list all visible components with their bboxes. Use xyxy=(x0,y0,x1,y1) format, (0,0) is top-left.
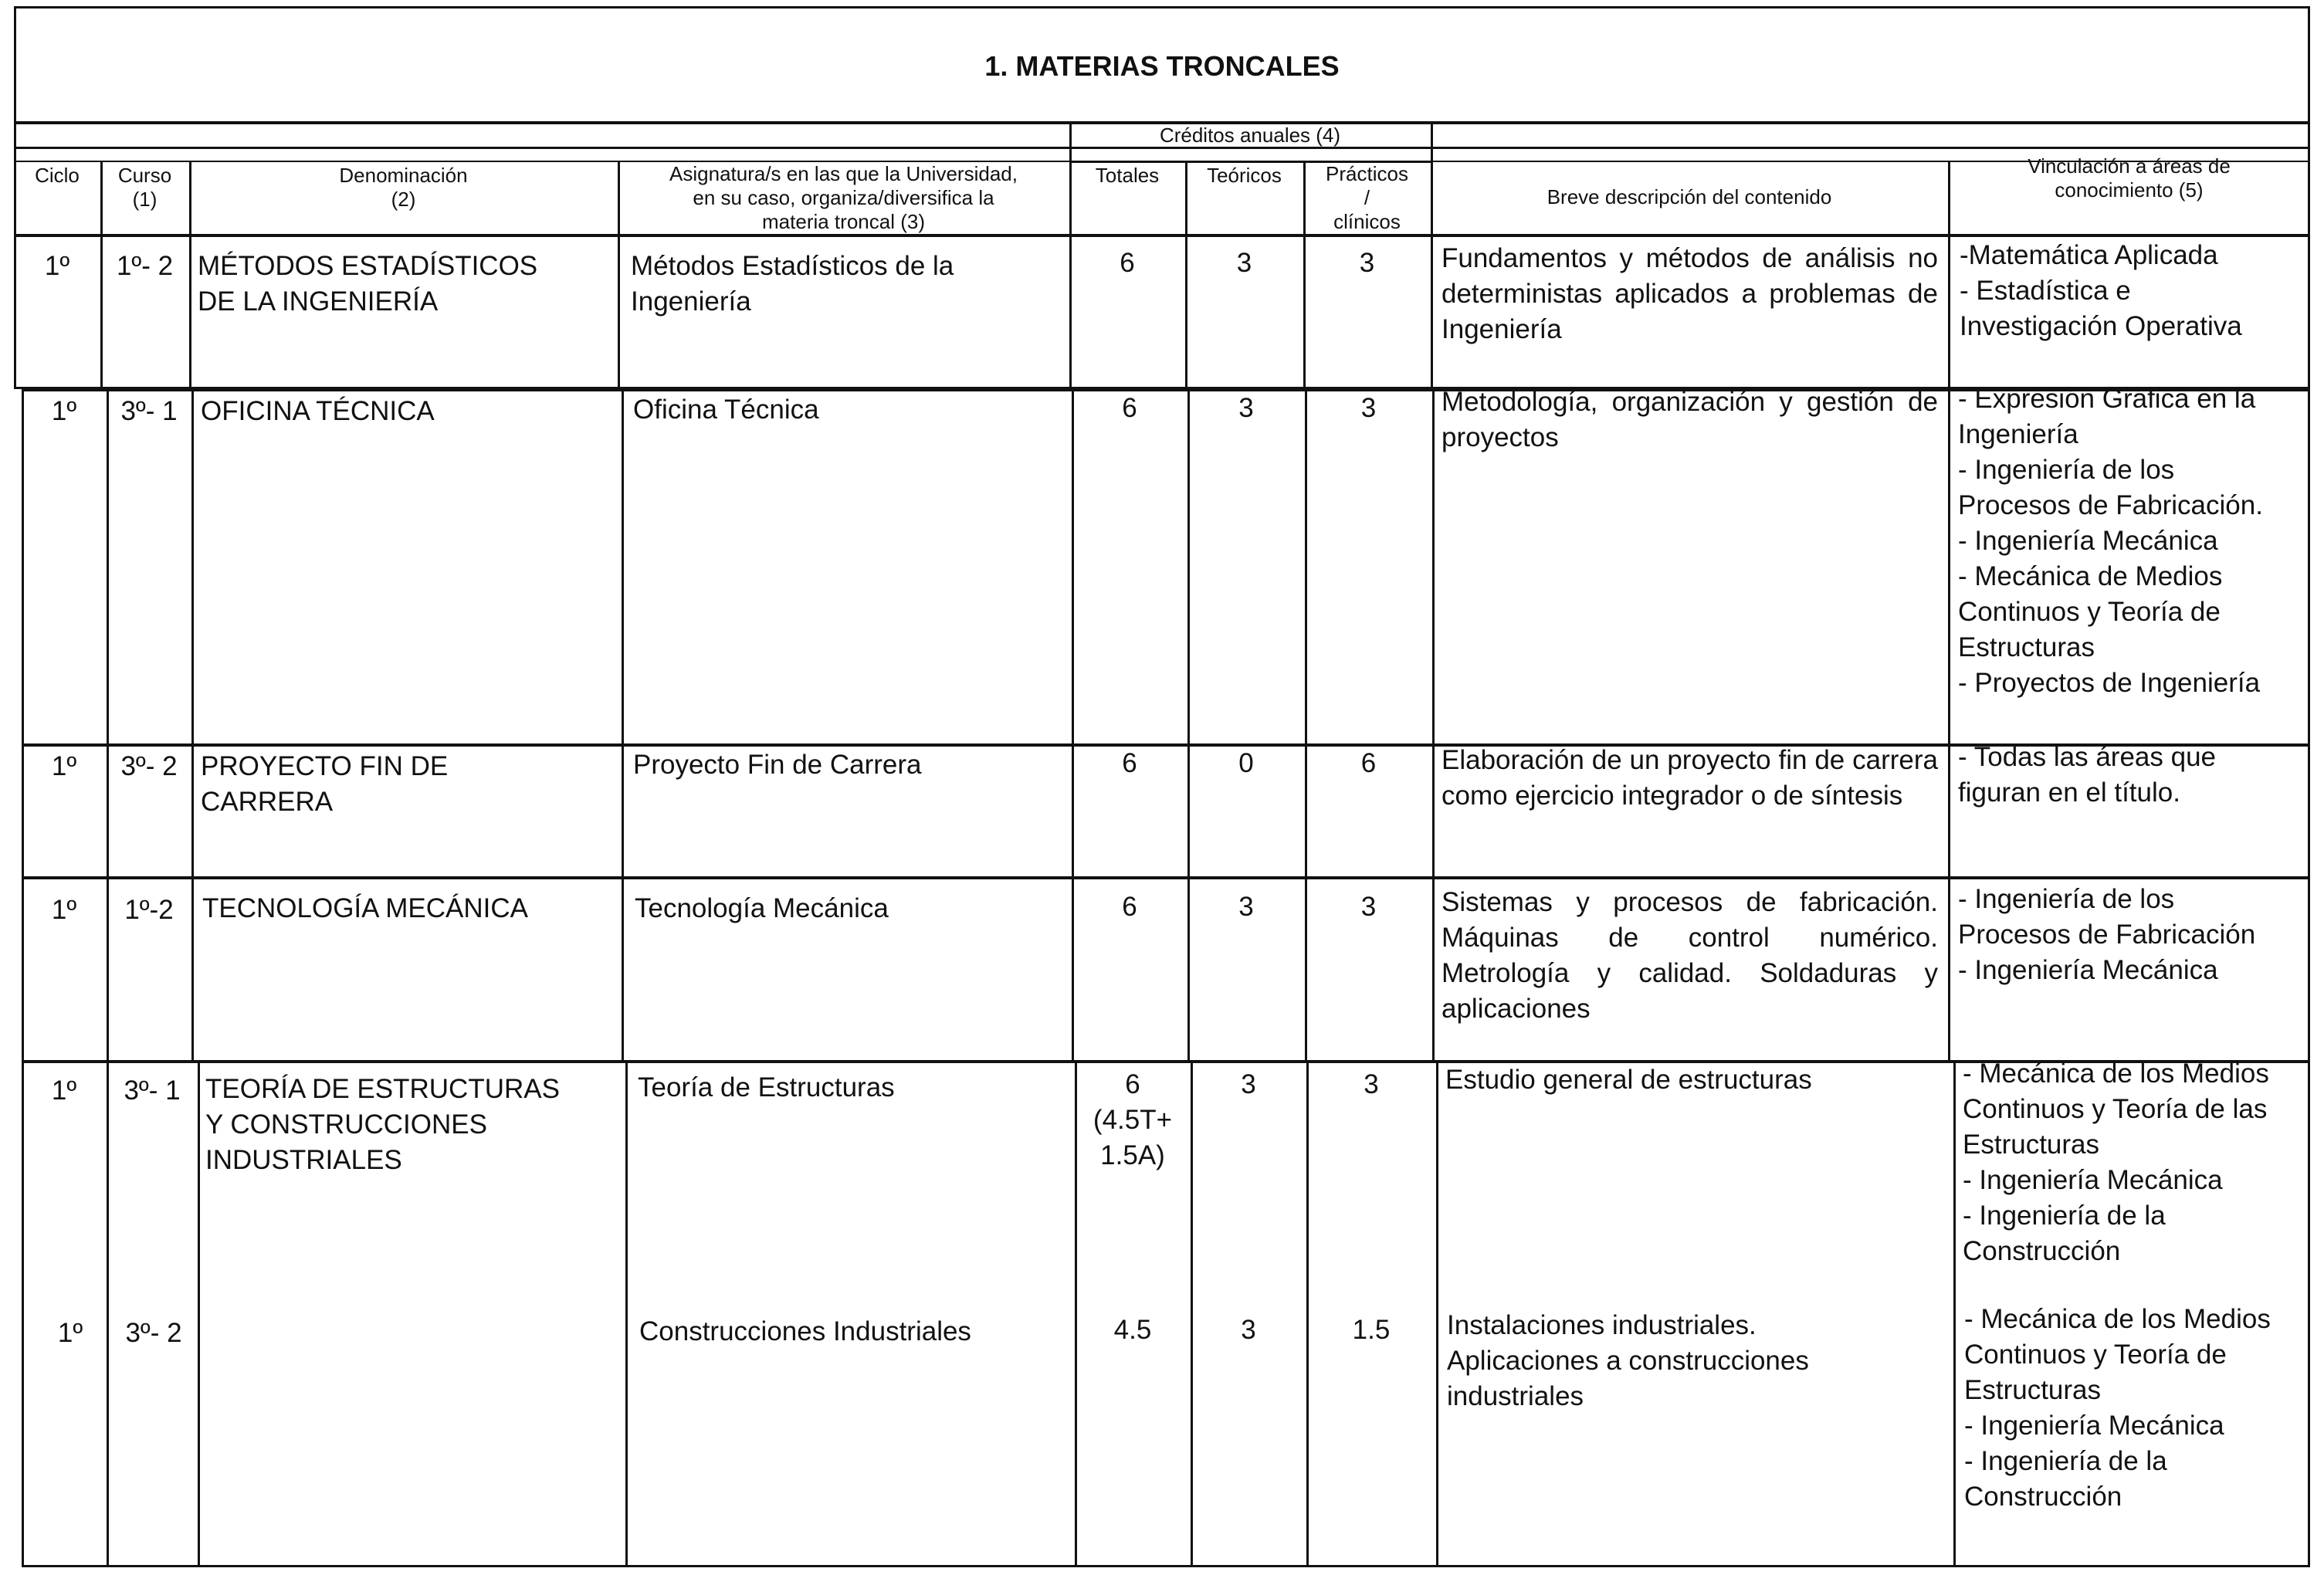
row-5-asignatura: Teoría de Estructuras xyxy=(638,1072,895,1102)
row-4-ciclo: 1º xyxy=(51,895,77,925)
row-1-asignatura: Métodos Estadísticos de la Ingeniería xyxy=(631,251,954,317)
row-1-ciclo: 1º xyxy=(44,251,70,281)
row-6-teoricos: 3 xyxy=(1241,1315,1256,1345)
header-denominacion: Denominación (2) xyxy=(339,164,468,212)
row-5-line xyxy=(1953,1061,1956,1567)
row-2-vinculacion: - Expresión Gráfica en la Ingeniería - Ingeniería de los Procesos de Fabricación. - Ingeniería Mecánica - Mecánica de Medios Continuos y Teoría de Estructuras - Proyectos de Ingeniería xyxy=(1958,384,2263,698)
row-3-totales: 6 xyxy=(1122,748,1137,778)
row-5-totales: 6 (4.5T+ 1.5A) xyxy=(1093,1069,1173,1170)
hdr-line-7 xyxy=(1431,122,1433,236)
row-2-line xyxy=(1305,389,1307,746)
row-4-descripcion: Sistemas y procesos de fabricación. Máquinas de control numérico. Metrología y calidad. Soldaduras y aplicaciones xyxy=(1441,887,1938,1024)
row-4-asignatura: Tecnología Mecánica xyxy=(635,893,889,923)
row-2-practicos: 3 xyxy=(1360,393,1377,423)
row-4-teoricos: 3 xyxy=(1238,892,1254,922)
row-1-totales: 6 xyxy=(1120,248,1135,278)
row-3-teoricos: 0 xyxy=(1238,748,1254,778)
row-1-line xyxy=(1948,235,1950,389)
row-2-totales: 6 xyxy=(1122,393,1137,423)
row-1-line xyxy=(189,235,191,389)
row-2-curso: 3º- 1 xyxy=(120,396,178,426)
row-5-practicos: 3 xyxy=(1364,1069,1379,1099)
row-4-denominacion: TECNOLOGÍA MECÁNICA xyxy=(202,893,529,923)
row-6-asignatura: Construcciones Industriales xyxy=(639,1316,971,1346)
row-1-practicos: 3 xyxy=(1359,248,1375,278)
row-1-teoricos: 3 xyxy=(1236,248,1252,278)
row-3-denominacion: PROYECTO FIN DE CARRERA xyxy=(201,751,449,817)
row-4-totales: 6 xyxy=(1122,892,1137,922)
row-3-descripcion: Elaboración de un proyecto fin de carrera como ejercicio integrador o de síntesis xyxy=(1441,745,1938,811)
row-3-curso: 3º- 2 xyxy=(120,751,178,781)
row-3-line xyxy=(1948,744,1950,879)
row-3-practicos: 6 xyxy=(1360,748,1377,778)
row-3-vinculacion: - Todas las áreas que figuran en el título. xyxy=(1958,742,2217,808)
row-2-line xyxy=(1948,389,1950,746)
row-2-asignatura: Oficina Técnica xyxy=(633,395,819,425)
row-1-denominacion: MÉTODOS ESTADÍSTICOS DE LA INGENIERÍA xyxy=(198,251,538,317)
row-5-line xyxy=(107,1061,109,1567)
row-2-line xyxy=(191,389,194,746)
page-title: 1. MATERIAS TRONCALES xyxy=(984,50,1340,82)
row-4-curso: 1º-2 xyxy=(124,895,174,925)
row-1-descripcion: Fundamentos y métodos de análisis no deterministas aplicados a problemas de Ingeniería xyxy=(1441,243,1938,344)
row-2-ciclo: 1º xyxy=(51,396,77,426)
header-creditos-anuales: Créditos anuales (4) xyxy=(1159,124,1341,147)
row-5-line xyxy=(198,1061,200,1567)
row-3-line xyxy=(191,744,194,879)
header-asignatura: Asignatura/s en las que la Universidad, en su caso, organiza/diversifica la materia troncal (3) xyxy=(669,162,1018,234)
row-6-descripcion: Instalaciones industriales. Aplicaciones a construcciones industriales xyxy=(1447,1310,1809,1411)
row-4-line xyxy=(1432,877,1435,1062)
header-curso: Curso (1) xyxy=(117,164,172,212)
row-5-descripcion: Estudio general de estructuras xyxy=(1445,1065,1812,1095)
row-6-practicos: 1.5 xyxy=(1352,1315,1391,1345)
row-2-line xyxy=(1187,389,1190,746)
row-1-vinculacion: -Matemática Aplicada - Estadística e Investigación Operativa xyxy=(1960,240,2242,341)
row-2-denominacion: OFICINA TÉCNICA xyxy=(201,396,435,426)
row-4-vinculacion: - Ingeniería de los Procesos de Fabricación - Ingeniería Mecánica xyxy=(1958,884,2256,985)
header-descripcion: Breve descripción del contenido xyxy=(1547,185,1832,208)
row-6-vinculacion: - Mecánica de los Medios Continuos y Teoría de Estructuras - Ingeniería Mecánica - Ingeniería de la Construcción xyxy=(1964,1304,2271,1512)
row-3-asignatura: Proyecto Fin de Carrera xyxy=(633,750,922,780)
row-3-line xyxy=(622,744,624,879)
row-2-line xyxy=(1432,389,1435,746)
row-2-line xyxy=(107,389,109,746)
row-6-curso: 3º- 2 xyxy=(125,1318,182,1348)
row-1-line xyxy=(1431,235,1433,389)
row-4-line xyxy=(622,877,624,1062)
row-2-teoricos: 3 xyxy=(1238,393,1254,423)
row-5-ciclo: 1º xyxy=(51,1075,77,1106)
row-5-line xyxy=(1436,1061,1438,1567)
row-3-ciclo: 1º xyxy=(51,751,77,781)
header-vinculacion: Vinculación a áreas de conocimiento (5) xyxy=(2028,154,2231,202)
row-6-ciclo: 1º xyxy=(57,1318,83,1348)
row-1-line xyxy=(618,235,620,389)
row-5-curso: 3º- 1 xyxy=(124,1075,181,1106)
header-ciclo: Ciclo xyxy=(35,164,80,187)
row-2-descripcion: Metodología, organización y gestión de proyectos xyxy=(1441,387,1938,452)
row-3-line xyxy=(1432,744,1435,879)
row-5-denominacion: TEORÍA DE ESTRUCTURAS Y CONSTRUCCIONES INDUSTRIALES xyxy=(205,1074,560,1175)
row-4-line xyxy=(191,877,194,1062)
row-1-curso: 1º- 2 xyxy=(116,251,174,281)
row-4-practicos: 3 xyxy=(1360,892,1377,922)
row-4-line xyxy=(1948,877,1950,1062)
header-totales: Totales xyxy=(1095,164,1160,187)
row-6-totales: 4.5 xyxy=(1113,1315,1152,1345)
header-practicos: Prácticos / clínicos xyxy=(1326,162,1408,234)
row-2-line xyxy=(622,389,624,746)
header-teoricos: Teóricos xyxy=(1207,164,1282,187)
row-5-line xyxy=(625,1061,628,1567)
row-5-teoricos: 3 xyxy=(1241,1069,1256,1099)
row-2-line xyxy=(1072,389,1074,746)
row-5-vinculacion: - Mecánica de los Medios Continuos y Teoría de las Estructuras - Ingeniería Mecánica - Ingeniería de la Construcción xyxy=(1963,1058,2269,1266)
